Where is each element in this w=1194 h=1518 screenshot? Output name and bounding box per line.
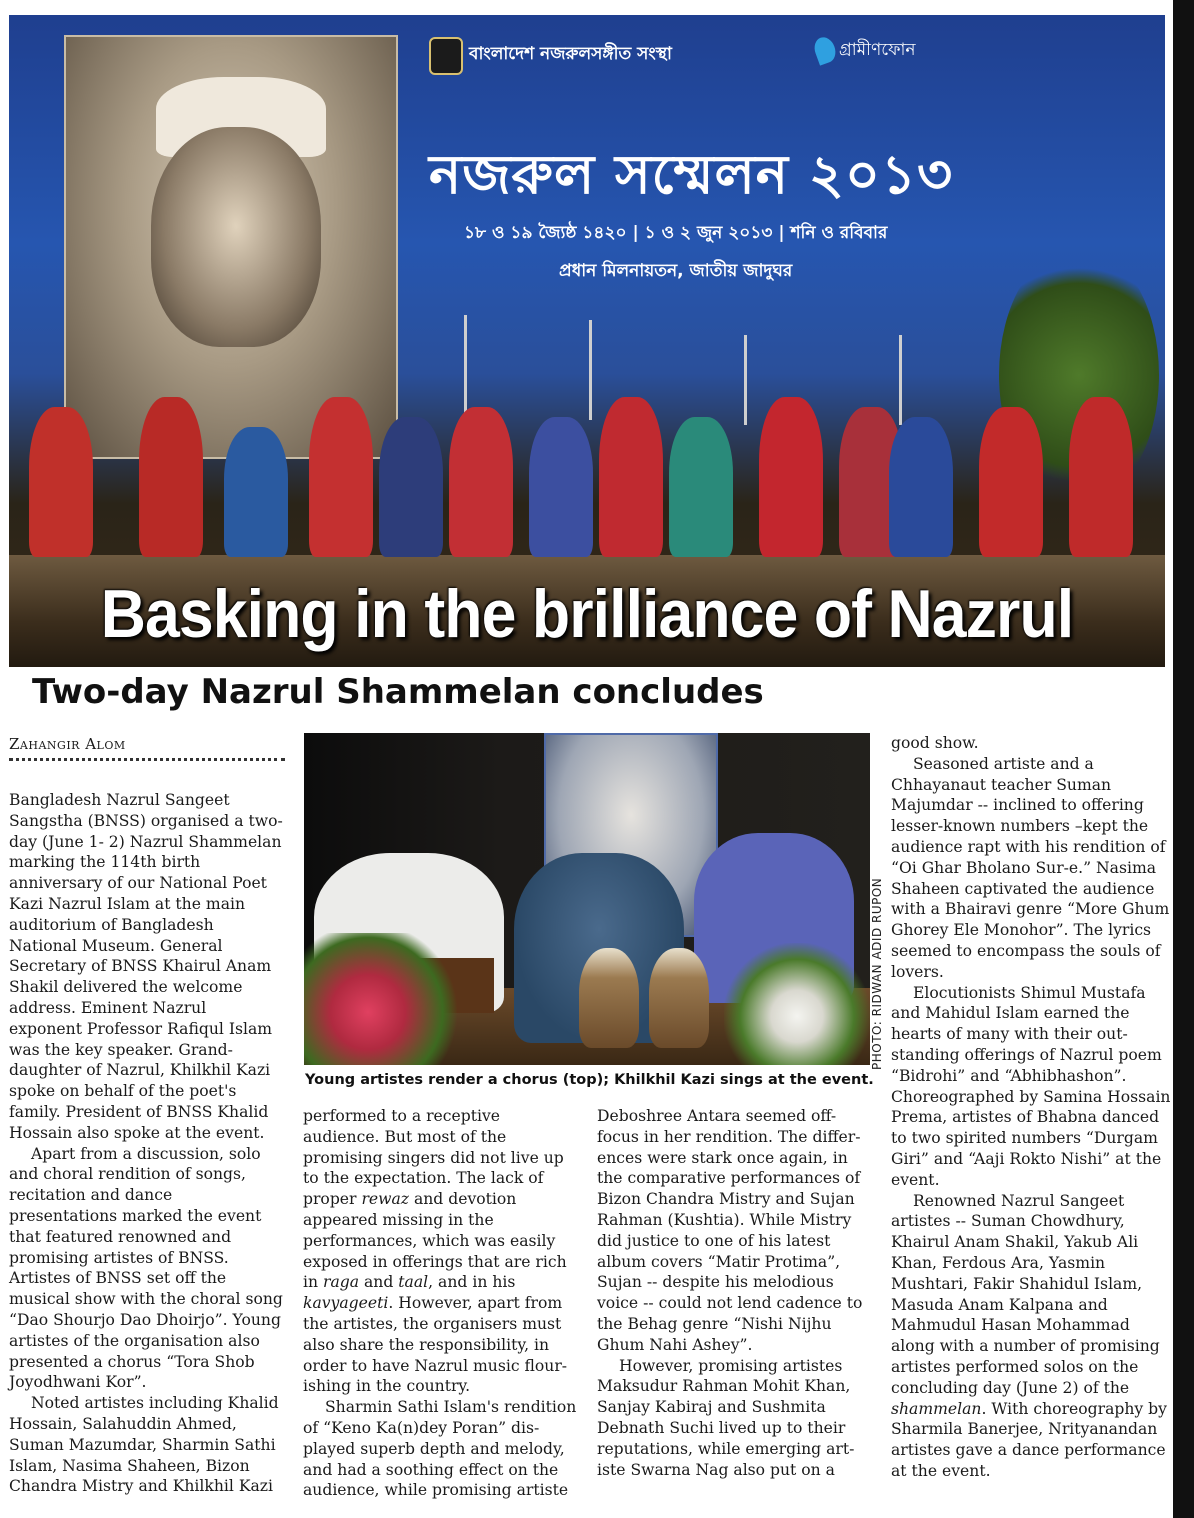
flower-arrangement [304,933,464,1065]
italic-term: taal [398,1273,429,1292]
banner-date: ১৮ ও ১৯ জ্যৈষ্ঠ ১৪২০ | ১ ও ২ জুন ২০১৩ | শনি ও রবিবার [464,223,888,243]
performer [529,417,593,557]
performer [449,407,513,557]
article-column-4 [891,733,1171,1482]
text-run: . With choreography by Sharmila Banerjee, Nrityanandan artistes gave a dance performance at the event. [891,1399,1167,1480]
hero-photo [9,15,1165,667]
banner-venue: প্রধান মিলনায়তন, জাতীয় জাদুঘর [559,261,793,281]
paragraph: Elocutionists Shimul Mustafa and Mahidul Islam earned the hearts of many with their out-standing offerings of Nazrul poem “Bidrohi” and “Abhibhashon”. Choreographed by Samina Hossain Prema, artistes of Bhabna danced to two spirited numbers “Durgam Giri” and “Aaji Rokto Nishi” at the event. [891,983,1171,1189]
italic-term: raga [323,1273,360,1292]
paragraph: Noted artistes including Khalid Hossain, Salahuddin Ahmed, Suman Mazumdar, Sharmin Sathi Islam, Nasima Shaheen, Bizon Chandra Mistry and Khilkhil Kazi [9,1394,279,1496]
banner-sponsor: গ্রামীণফোন [839,40,916,60]
article-column-1 [9,790,284,1497]
paragraph: Sharmin Sathi Islam's rendition of “Keno Ka(n)dey Poran” dis-played superb depth and melody, and had a soothing effect on the audience, while promising artiste [303,1398,577,1500]
flower-arrangement [724,943,870,1065]
performer [759,397,823,557]
paragraph: Seasoned artiste and a Chhayanaut teacher Suman Majumdar -- inclined to offering lesser-known numbers –kept the audience rapt with his rendition of “Oi Ghar Bholano Sur-e.” Nasima Shaheen captivated the audience with a Bhairavi genre “More Ghum Ghorey Ele Monohor”. The lyrics seemed to encompass the souls of lovers. [891,754,1170,981]
portrait-face [151,127,321,347]
paragraph: However, promising artistes Maksudur Rahman Mohit Khan, Sanjay Kabiraj and Sushmita Debnath Suchi lived up to their reputations, while emerging art-iste Swarna Nag also put on a [597,1356,855,1479]
performer [29,407,93,557]
text-run: Renowned Nazrul Sangeet artistes -- Suman Chowdhury, Khairul Anam Shakil, Yakub Ali Khan, Ferdous Ara, Yasmin Mushtari, Fakir Shahidul Islam, Masuda Anam Kalpana and Mahmudul Hasan Mohammad along with a number of promising artistes performed solos on the concluding day (June 2) of the [891,1191,1160,1397]
subheadline: Two-day Nazrul Shammelan concludes [32,672,764,712]
microphone-stand [589,320,592,420]
performer [979,407,1043,557]
photo-credit: PHOTO: RIDWAN ADID RUPON [870,877,884,1070]
article-column-2 [303,1106,578,1501]
performer [379,417,443,557]
headline: Basking in the brilliance of Nazrul [100,576,1074,652]
text-run: , and in his [428,1273,516,1292]
performer [599,397,663,557]
paragraph [303,1106,578,1397]
paragraph: good show. [891,734,979,752]
text-run: performed to a receptive audience. But most of the promising singers did not live up to the expectation. The lack of proper [303,1107,564,1209]
text-run: . However, apart from the artistes, the organisers must also share the responsibility, in order to have Nazrul music flour-ishing in the country. [303,1294,568,1396]
banner-title: নজরুল সম্মেলন ২০১৩ [429,143,954,206]
article-column-3 [597,1106,872,1480]
performer [669,417,733,557]
text-run: and [359,1273,399,1292]
banner-org-name: বাংলাদেশ নজরুলসঙ্গীত সংস্থা [469,44,672,64]
photo-caption: Young artistes render a chorus (top); Khilkhil Kazi sings at the event. [305,1072,874,1088]
tabla-drum [649,948,709,1048]
performer [889,417,953,557]
nazrul-portrait [64,35,398,459]
tabla-drum [579,948,639,1048]
performer [224,427,288,557]
paragraph: Deboshree Antara seemed off-focus in her rendition. The differ-ences were stark once again, in the comparative performances of Bizon Chandra Mistry and Sujan Rahman (Kushtia). While Mistry did justice to one of his latest album covers “Matir Protima”, Sujan -- despite his melodious voice -- could not lend cadence to the Behag genre “Nishi Nijhu Ghum Nahi Ashey”. [597,1107,863,1354]
performer [309,397,373,557]
performer [1069,397,1133,557]
italic-term: kavyageeti [303,1294,389,1313]
microphone-stand [744,335,747,425]
italic-term: rewaz [361,1190,409,1209]
text-run: and devotion appeared missing in the performances, which was easily exposed in offerings that are rich in [303,1190,567,1292]
paragraph: Bangladesh Nazrul Sangeet Sangstha (BNSS) organised a two-day (June 1- 2) Nazrul Shammelan marking the 114th birth anniversary of our National Poet Kazi Nazrul Islam at the main auditorium of Bangladesh National Museum. General Secretary of BNSS Khairul Anam Shakil delivered the welcome address. Eminent Nazrul exponent Professor Rafiqul Islam was the key speaker. Grand-daughter of Nazrul, Khilkhil Kazi spoke on behalf of the poet's family. President of BNSS Khalid Hossain also spoke at the event. [9,791,283,1142]
microphone-stand [899,335,902,425]
paragraph [891,1191,1171,1482]
paragraph: Apart from a discussion, solo and choral rendition of songs, recitation and dance presentations marked the event that featured renowned and promising artistes of BNSS. Artistes of BNSS set off the musical show with the choral song “Dao Shourjo Dao Dhoirjo”. Young artistes of the organisation also presented a chorus “Tora Shob Joyodhwani Kor”. [9,1144,283,1392]
italic-term: shammelan [891,1399,982,1418]
byline: Zahangir Alom [9,735,126,753]
performer [139,397,203,557]
page-edge [1170,0,1194,1518]
bnss-logo-icon [429,37,463,75]
event-photo [304,733,870,1065]
grameenphone-logo-icon [811,34,839,65]
byline-divider [9,758,285,761]
